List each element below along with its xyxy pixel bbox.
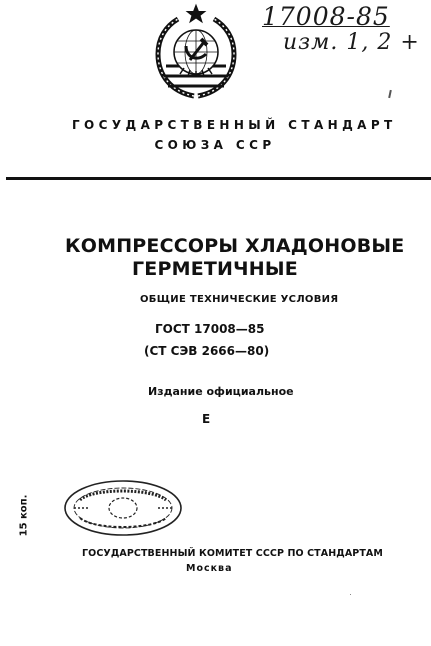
sev-standard-number: (СТ СЭВ 2666—80) xyxy=(144,344,270,358)
handwritten-changes-note: изм. 1, 2 + xyxy=(283,30,420,55)
header-divider xyxy=(6,177,431,180)
handwritten-standard-number: 17008-85 xyxy=(262,2,390,31)
ussr-coat-of-arms-icon xyxy=(150,2,242,102)
gost-number: ГОСТ 17008—85 xyxy=(155,322,265,336)
pen-mark xyxy=(388,90,392,98)
edition-label: Издание официальное xyxy=(148,385,294,398)
header-union: СОЮЗА ССР xyxy=(154,138,276,152)
document-title-line1: КОМПРЕССОРЫ ХЛАДОНОВЫЕ xyxy=(65,235,405,257)
scan-speck xyxy=(350,594,351,595)
document-subtitle: ОБЩИЕ ТЕХНИЧЕСКИЕ УСЛОВИЯ xyxy=(140,294,339,305)
edition-letter: Е xyxy=(202,412,211,426)
publisher-committee: ГОСУДАРСТВЕННЫЙ КОМИТЕТ СССР ПО СТАНДАРТАМ xyxy=(82,548,383,559)
price-label: 15 коп. xyxy=(18,494,30,537)
document-title-line2: ГЕРМЕТИЧНЫЕ xyxy=(132,258,298,280)
library-stamp-icon xyxy=(62,478,184,538)
header-state-standard: ГОСУДАРСТВЕННЫЙ СТАНДАРТ xyxy=(72,118,397,132)
publisher-city: Москва xyxy=(186,563,233,574)
